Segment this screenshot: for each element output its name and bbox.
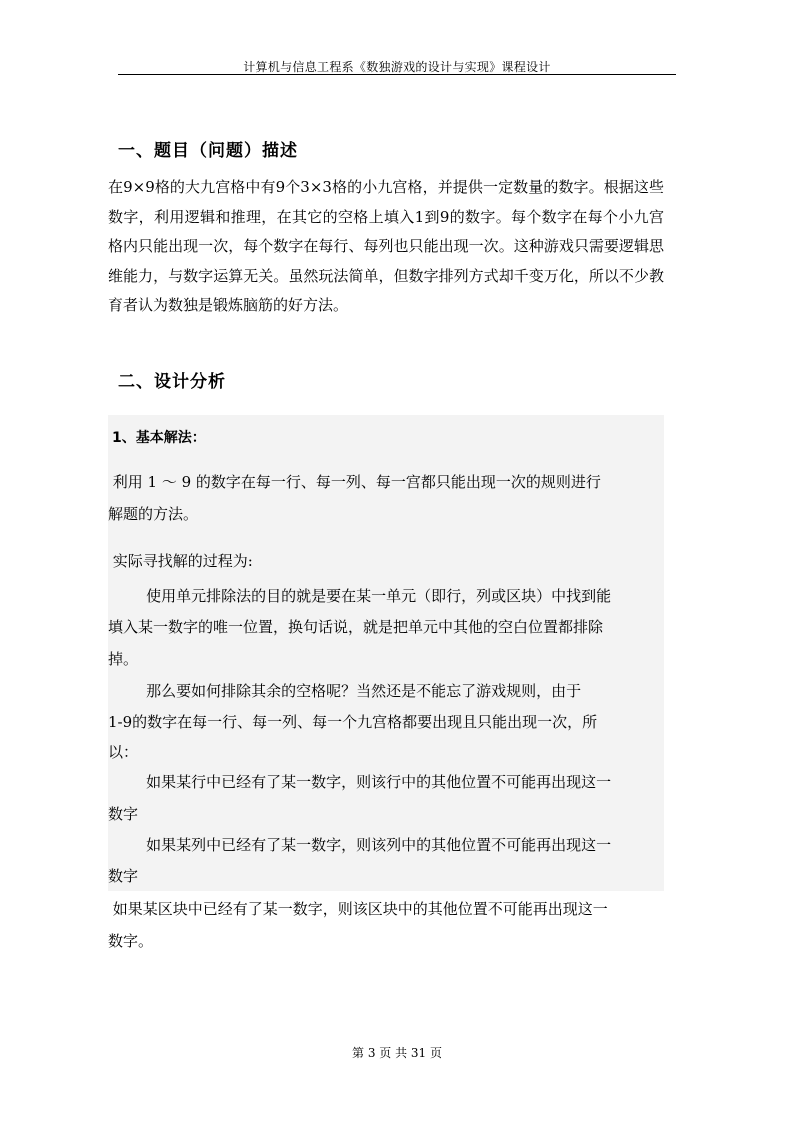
- text-line: 1-9的数字在每一行、每一列、每一个九宫格都要出现且只能出现一次，所: [108, 713, 598, 731]
- header-divider: [118, 74, 676, 75]
- section-heading-problem: 一、题目（问题）描述: [118, 141, 298, 161]
- text-line: 数字: [108, 805, 139, 823]
- section-heading-analysis: 二、设计分析: [118, 372, 226, 392]
- page-number: 第 3 页 共 31 页: [352, 1046, 442, 1060]
- page-header: 计算机与信息工程系《数独游戏的设计与实现》课程设计: [243, 60, 551, 74]
- text-line: 如果某区块中已经有了某一数字，则该区块中的其他位置不可能再出现这一: [108, 900, 608, 918]
- text-line: 如果某行中已经有了某一数字，则该行中的其他位置不可能再出现这一: [108, 773, 612, 791]
- text-line: 那么要如何排除其余的空格呢？当然还是不能忘了游戏规则，由于: [108, 682, 582, 700]
- text-line: 利用 1 ～ 9 的数字在每一行、每一列、每一宫都只能出现一次的规则进行: [108, 473, 601, 491]
- problem-description-paragraph: 在9×9格的大九宫格中有9个3×3格的小九宫格，并提供一定数量的数字。根据这些数字，利用逻辑和推理，在其它的空格上填入1到9的数字。每个数字在每个小九宫格内只能出现一次，每个数字在每行、每列也只能出现一次。这种游戏只需要逻辑思维能力，与数字运算无关。虽然玩法简单，但数字排列方式却千变万化，所以不少教育者认为数独是锻炼脑筋的好方法。: [108, 178, 664, 314]
- text-line: 填入某一数字的唯一位置，换句话说，就是把单元中其他的空白位置都排除: [108, 618, 604, 636]
- text-line: 实际寻找解的过程为:: [108, 552, 253, 570]
- text-line: 使用单元排除法的目的就是要在某一单元（即行，列或区块）中找到能: [108, 587, 612, 605]
- text-line: 数字。: [108, 932, 154, 950]
- text-line: 数字: [108, 867, 139, 885]
- text-line: 解题的方法。: [108, 505, 199, 523]
- text-line: 掉。: [108, 650, 139, 668]
- text-line: 以：: [108, 743, 139, 761]
- text-line: 如果某列中已经有了某一数字，则该列中的其他位置不可能再出现这一: [108, 836, 612, 854]
- subheading-basic-method: 1、基本解法：: [112, 430, 206, 446]
